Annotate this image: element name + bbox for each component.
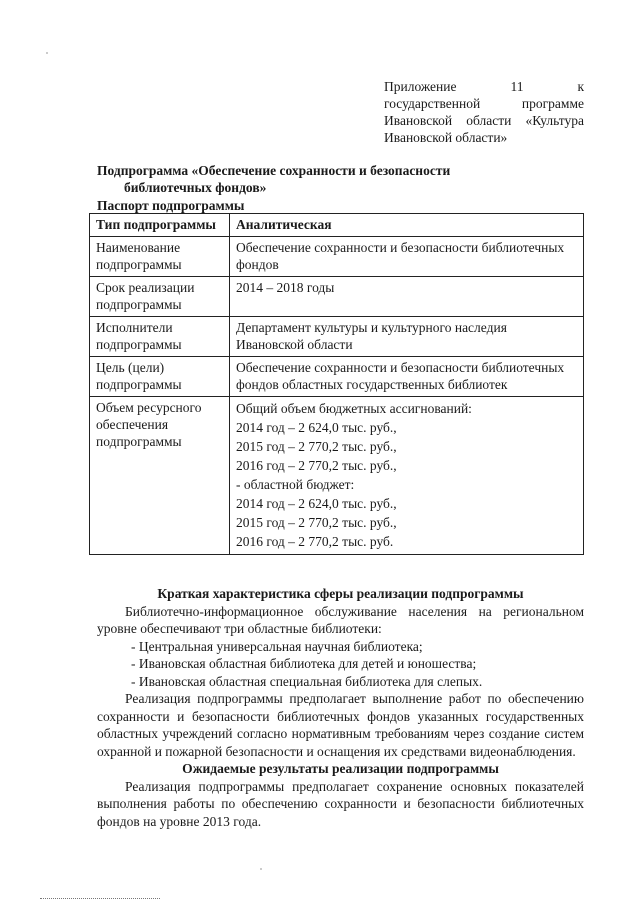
row-label: Наименование подпрограммы <box>90 237 230 277</box>
volume-line: Общий объем бюджетных ассигнований: <box>236 401 472 416</box>
characteristics-paragraph: Реализация подпрограммы предполагает выполнение работ по обеспечению сохранности и безопасности библиотечных фондов указанных государственных областных учреждений согласно нормативным требованиям через создание систем охранной и пожарной безопасности и оснащения их средствами видеонаблюдения. <box>97 691 584 759</box>
row-value: Обеспечение сохранности и безопасности библиотечных фондов областных государственных библиотек <box>230 357 584 397</box>
table-row <box>90 237 584 277</box>
library-item: - Ивановская областная библиотека для детей и юношества; <box>131 656 477 671</box>
scan-speck <box>260 868 262 870</box>
volume-line: 2016 год – 2 770,2 тыс. руб. <box>236 534 394 549</box>
table-row <box>90 397 584 555</box>
library-item: - Ивановская областная специальная библиотека для слепых. <box>131 673 483 689</box>
appendix-line: государственной программе <box>384 96 584 111</box>
results-paragraph: Реализация подпрограммы предполагает сохранение основных показателей выполнения работы по обеспечению сохранности и безопасности библиотечных фондов на уровне 2013 года. <box>97 778 584 829</box>
passport-table <box>89 213 584 555</box>
scan-mark <box>40 898 160 900</box>
table-row <box>90 357 584 397</box>
subprogram-title-line2: библиотечных фондов» <box>124 180 267 195</box>
table-row <box>90 277 584 317</box>
row-value: Аналитическая <box>230 214 584 237</box>
volume-line: 2016 год – 2 770,2 тыс. руб., <box>236 458 397 473</box>
volume-line: 2015 год – 2 770,2 тыс. руб., <box>236 515 397 530</box>
volume-line: 2014 год – 2 624,0 тыс. руб., <box>236 496 397 511</box>
passport-title: Паспорт подпрограммы <box>97 198 245 213</box>
characteristics-intro: Библиотечно-информационное обслуживание населения на региональном уровне обеспечивают три областные библиотеки: <box>97 603 584 636</box>
scan-speck <box>46 52 48 54</box>
row-label: Объем ресурсного обеспечения подпрограммы <box>90 397 230 555</box>
volume-cell <box>230 397 584 555</box>
appendix-note <box>384 78 584 146</box>
subprogram-title-line1: Подпрограмма «Обеспечение сохранности и безопасности <box>97 163 451 178</box>
appendix-line: Приложение 11 к <box>384 79 584 94</box>
appendix-line: Ивановской области» <box>384 130 508 145</box>
subprogram-title <box>97 162 450 196</box>
table-row <box>90 317 584 357</box>
row-label: Срок реализации подпрограммы <box>90 277 230 317</box>
table-row <box>90 214 584 237</box>
results-heading: Ожидаемые результаты реализации подпрограммы <box>182 761 499 776</box>
volume-line: - областной бюджет: <box>236 477 355 492</box>
row-label: Тип подпрограммы <box>90 214 230 237</box>
volume-line: 2014 год – 2 624,0 тыс. руб., <box>236 420 397 435</box>
volume-line: 2015 год – 2 770,2 тыс. руб., <box>236 439 397 454</box>
row-value: 2014 – 2018 годы <box>230 277 584 317</box>
appendix-line: Ивановской области «Культура <box>384 113 584 128</box>
row-value: Департамент культуры и культурного наследия Ивановской области <box>230 317 584 357</box>
row-value: Обеспечение сохранности и безопасности библиотечных фондов <box>230 237 584 277</box>
library-item: - Центральная универсальная научная библиотека; <box>131 638 423 654</box>
body-text <box>97 585 584 830</box>
row-label: Исполнители подпрограммы <box>90 317 230 357</box>
characteristics-heading: Краткая характеристика сферы реализации подпрограммы <box>157 586 524 601</box>
row-label: Цель (цели) подпрограммы <box>90 357 230 397</box>
